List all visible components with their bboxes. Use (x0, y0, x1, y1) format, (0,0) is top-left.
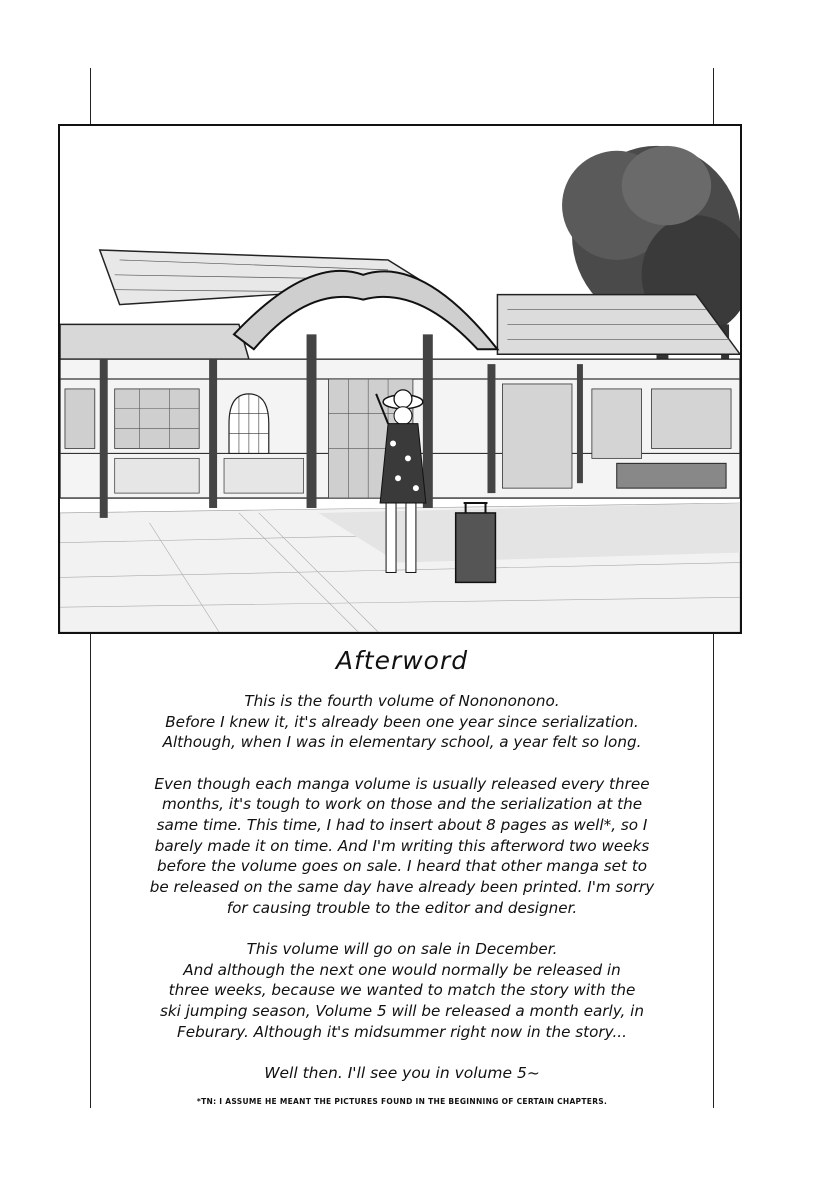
text-line: months, it's tough to work on those and the serialization at the (161, 795, 643, 814)
station-scene-drawing (60, 126, 740, 632)
text-line: Even though each manga volume is usually released every three (154, 774, 650, 793)
text-line: be released on the same day have already been printed. I'm sorry (149, 878, 655, 897)
paragraph-3 (110, 939, 694, 1043)
paragraph-2 (110, 774, 694, 919)
afterword-title: Afterword (335, 646, 469, 675)
text-line: before the volume goes on sale. I heard that other manga set to (156, 857, 648, 876)
translator-note: *TN: I ASSUME HE MEANT THE PICTURES FOUND IN THE BEGINNING OF CERTAIN CHAPTERS. (196, 1097, 608, 1106)
text-line: for causing trouble to the editor and designer. (226, 898, 578, 917)
manga-panel-illustration (58, 124, 742, 634)
paragraph-1 (110, 691, 694, 753)
text-line: same time. This time, I had to insert about 8 pages as well*, so I (156, 816, 648, 835)
text-line: And although the next one would normally be released in (183, 960, 621, 979)
text-line: This is the fourth volume of Nonononono. (244, 692, 560, 710)
text-line: ski jumping season, Volume 5 will be released a month early, in (159, 1002, 645, 1021)
text-line: Feburary. Although it's midsummer right now in the story... (177, 1022, 627, 1041)
text-line: This volume will go on sale in December. (246, 940, 558, 959)
closing-line: Well then. I'll see you in volume 5~ (264, 1064, 540, 1082)
text-line: three weeks, because we wanted to match the story with the (168, 981, 636, 1000)
afterword-body (110, 691, 694, 1063)
text-line: barely made it on time. And I'm writing this afterword two weeks (154, 836, 650, 855)
text-line: Before I knew it, it's already been one year since serialization. (165, 712, 639, 731)
text-line: Although, when I was in elementary school, a year felt so long. (162, 733, 642, 752)
suitcase-drawing (456, 503, 496, 582)
